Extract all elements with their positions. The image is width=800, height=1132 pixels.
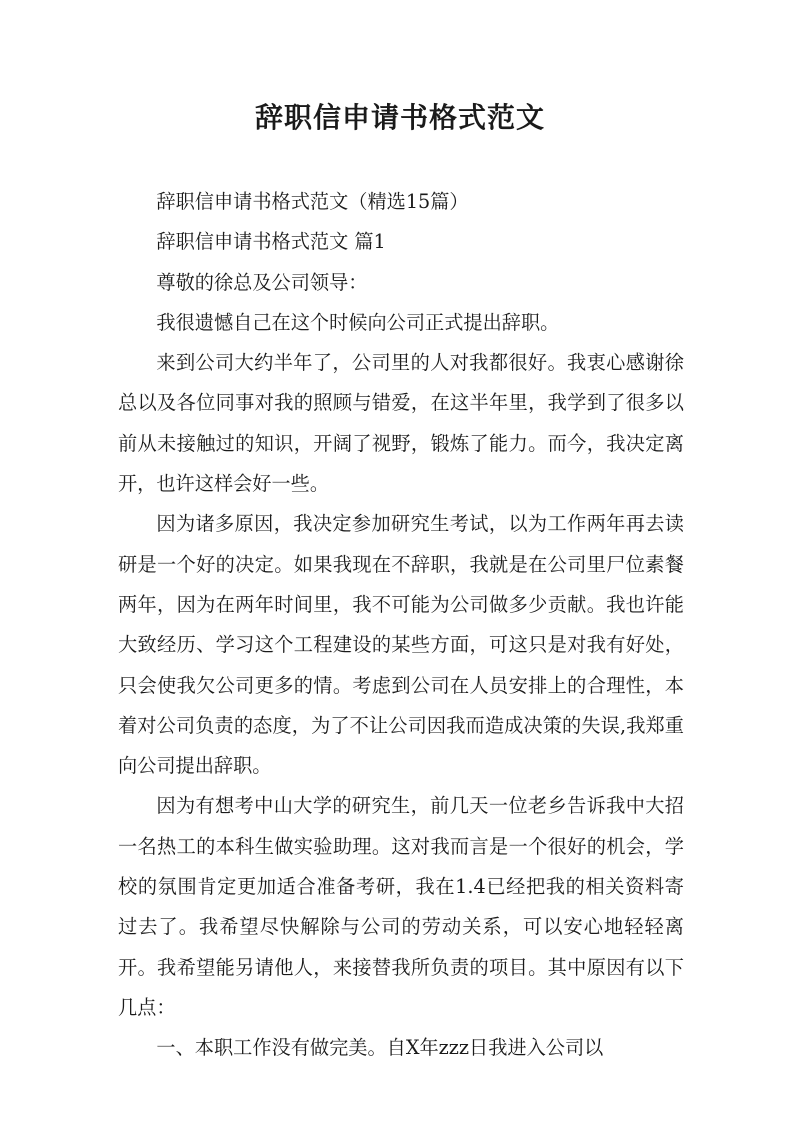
paragraph: 来到公司大约半年了，公司里的人对我都很好。我衷心感谢徐总以及各位同事对我的照顾与错爱，在这半年里，我学到了很多以前从未接触过的知识，开阔了视野，锻炼了能力。而今，我决定离开，也许这样会好一些。 [118, 351, 684, 496]
paragraph: 尊敬的徐总及公司领导： [156, 270, 368, 294]
paragraph: 我很遗憾自己在这个时候向公司正式提出辞职。 [156, 310, 560, 334]
paragraph: 因为有想考中山大学的研究生，前几天一位老乡告诉我中大招一名热工的本科生做实验助理。这对我而言是一个很好的机会，学校的氛围肯定更加适合准备考研，我在1.4已经把我的相关资料寄过去了。我希望尽快解除与公司的劳动关系，可以安心地轻轻离开。我希望能另请他人，来接替我所负责的项目。其中原因有以下几点： [118, 794, 684, 1019]
paragraph: 一、本职工作没有做完美。自X年zzz日我进入公司以 [156, 1036, 604, 1060]
document-body [118, 182, 684, 1069]
paragraph: 辞职信申请书格式范文（精选15篇） [156, 190, 469, 213]
paragraph: 因为诸多原因，我决定参加研究生考试，以为工作两年再去读研是一个好的决定。如果我现在不辞职，我就是在公司里尸位素餐两年，因为在两年时间里，我不可能为公司做多少贡献。我也许能大致经历、学习这个工程建设的某些方面，可这只是对我有好处，只会使我欠公司更多的情。考虑到公司在人员安排上的合理性，本着对公司负责的态度，为了不让公司因我而造成决策的失误,我郑重向公司提出辞职。 [118, 512, 684, 778]
document-title: 辞职信申请书格式范文 [254, 101, 545, 134]
paragraph: 辞职信申请书格式范文 篇1 [156, 230, 386, 254]
